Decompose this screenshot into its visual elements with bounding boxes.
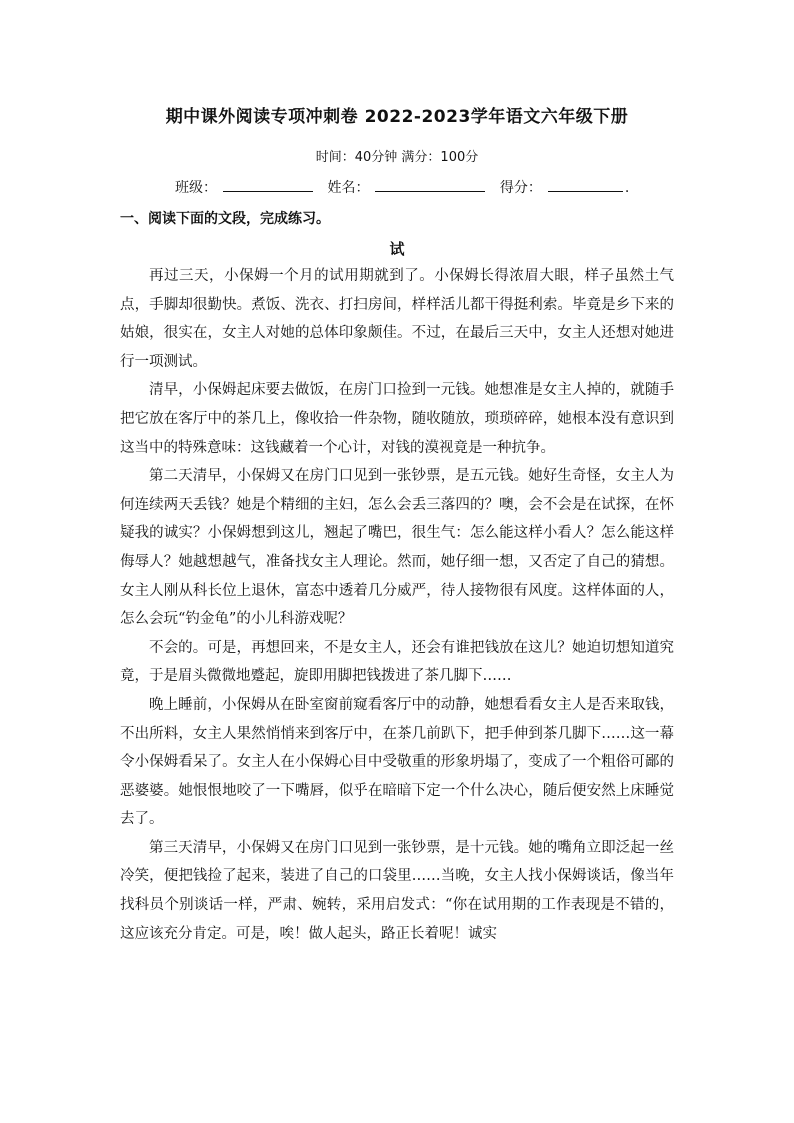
paragraph: 第三天清早，小保姆又在房门口见到一张钞票，是十元钱。她的嘴角立即泛起一丝冷笑，便把钱捡了起来，装进了自己的口袋里……当晚，女主人找小保姆谈话，像当年找科员个别谈话一样，严肃、婉转，采用启发式：“你在试用期的工作表现是不错的，这应该充分肯定。可是，唉！做人起头，路正长着呢！诚实 xyxy=(120,839,674,942)
story-title: 试 xyxy=(389,240,405,258)
score-blank[interactable] xyxy=(548,177,623,192)
name-blank[interactable] xyxy=(375,177,485,192)
story-body xyxy=(120,262,674,948)
name-label: 姓名： xyxy=(327,180,370,196)
paragraph: 晚上睡前，小保姆从在卧室窗前窥看客厅中的动静，她想看看女主人是否来取钱，不出所料，女主人果然悄悄来到客厅中，在茶几前趴下，把手伸到茶几脚下……这一幕令小保姆看呆了。女主人在小保姆心目中受敬重的形象坍塌了，变成了一个粗俗可鄙的恶婆婆。她恨恨地咬了一下嘴唇，似乎在暗暗下定一个什么决心，随后便安然上床睡觉去了。 xyxy=(120,696,674,828)
paragraph: 再过三天，小保姆一个月的试用期就到了。小保姆长得浓眉大眼，样子虽然土气点，手脚却很勤快。煮饭、洗衣、打扫房间，样样活儿都干得挺利索。毕竟是乡下来的姑娘，很实在，女主人对她的总体印象颇佳。不过，在最后三天中，女主人还想对她进行一项测试。 xyxy=(120,268,674,370)
paragraph: 不会的。可是，再想回来，不是女主人，还会有谁把钱放在这儿？她迫切想知道究竟，于是眉头微微地蹙起，旋即用脚把钱拨进了茶几脚下…… xyxy=(120,639,674,685)
class-blank[interactable] xyxy=(223,177,313,192)
paragraph: 清早，小保姆起床要去做饭，在房门口捡到一元钱。她想准是女主人掉的，就随手把它放在客厅中的茶几上，像收拾一件杂物，随收随放，琐琐碎碎，她根本没有意识到这当中的特殊意味：这钱藏着一个心计，对钱的漠视竟是一种抗争。 xyxy=(120,382,674,456)
section-heading: 一、阅读下面的文段，完成练习。 xyxy=(120,211,330,227)
paragraph: 第二天清早，小保姆又在房门口见到一张钞票，是五元钱。她好生奇怪，女主人为何连续两天丢钱？她是个精细的主妇，怎么会丢三落四的？噢，会不会是在试探，在怀疑我的诚实？小保姆想到这儿，翘起了嘴巴，很生气：怎么能这样小看人？怎么能这样侮辱人？她越想越气，准备找女主人理论。然而，她仔细一想，又否定了自己的猜想。女主人刚从科长位上退休，富态中透着几分威严，待人接物很有风度。这样体面的人，怎么会玩“钓金龟”的小儿科游戏呢？ xyxy=(120,468,674,628)
end-mark: . xyxy=(624,180,630,196)
score-label: 得分： xyxy=(499,180,542,196)
class-label: 班级： xyxy=(175,180,217,196)
page-title: 期中课外阅读专项冲刺卷 2022-2023学年语文六年级下册 xyxy=(165,107,629,127)
time-limit: 时间：40分钟 满分：100分 xyxy=(315,150,479,165)
student-info-row xyxy=(175,177,629,197)
